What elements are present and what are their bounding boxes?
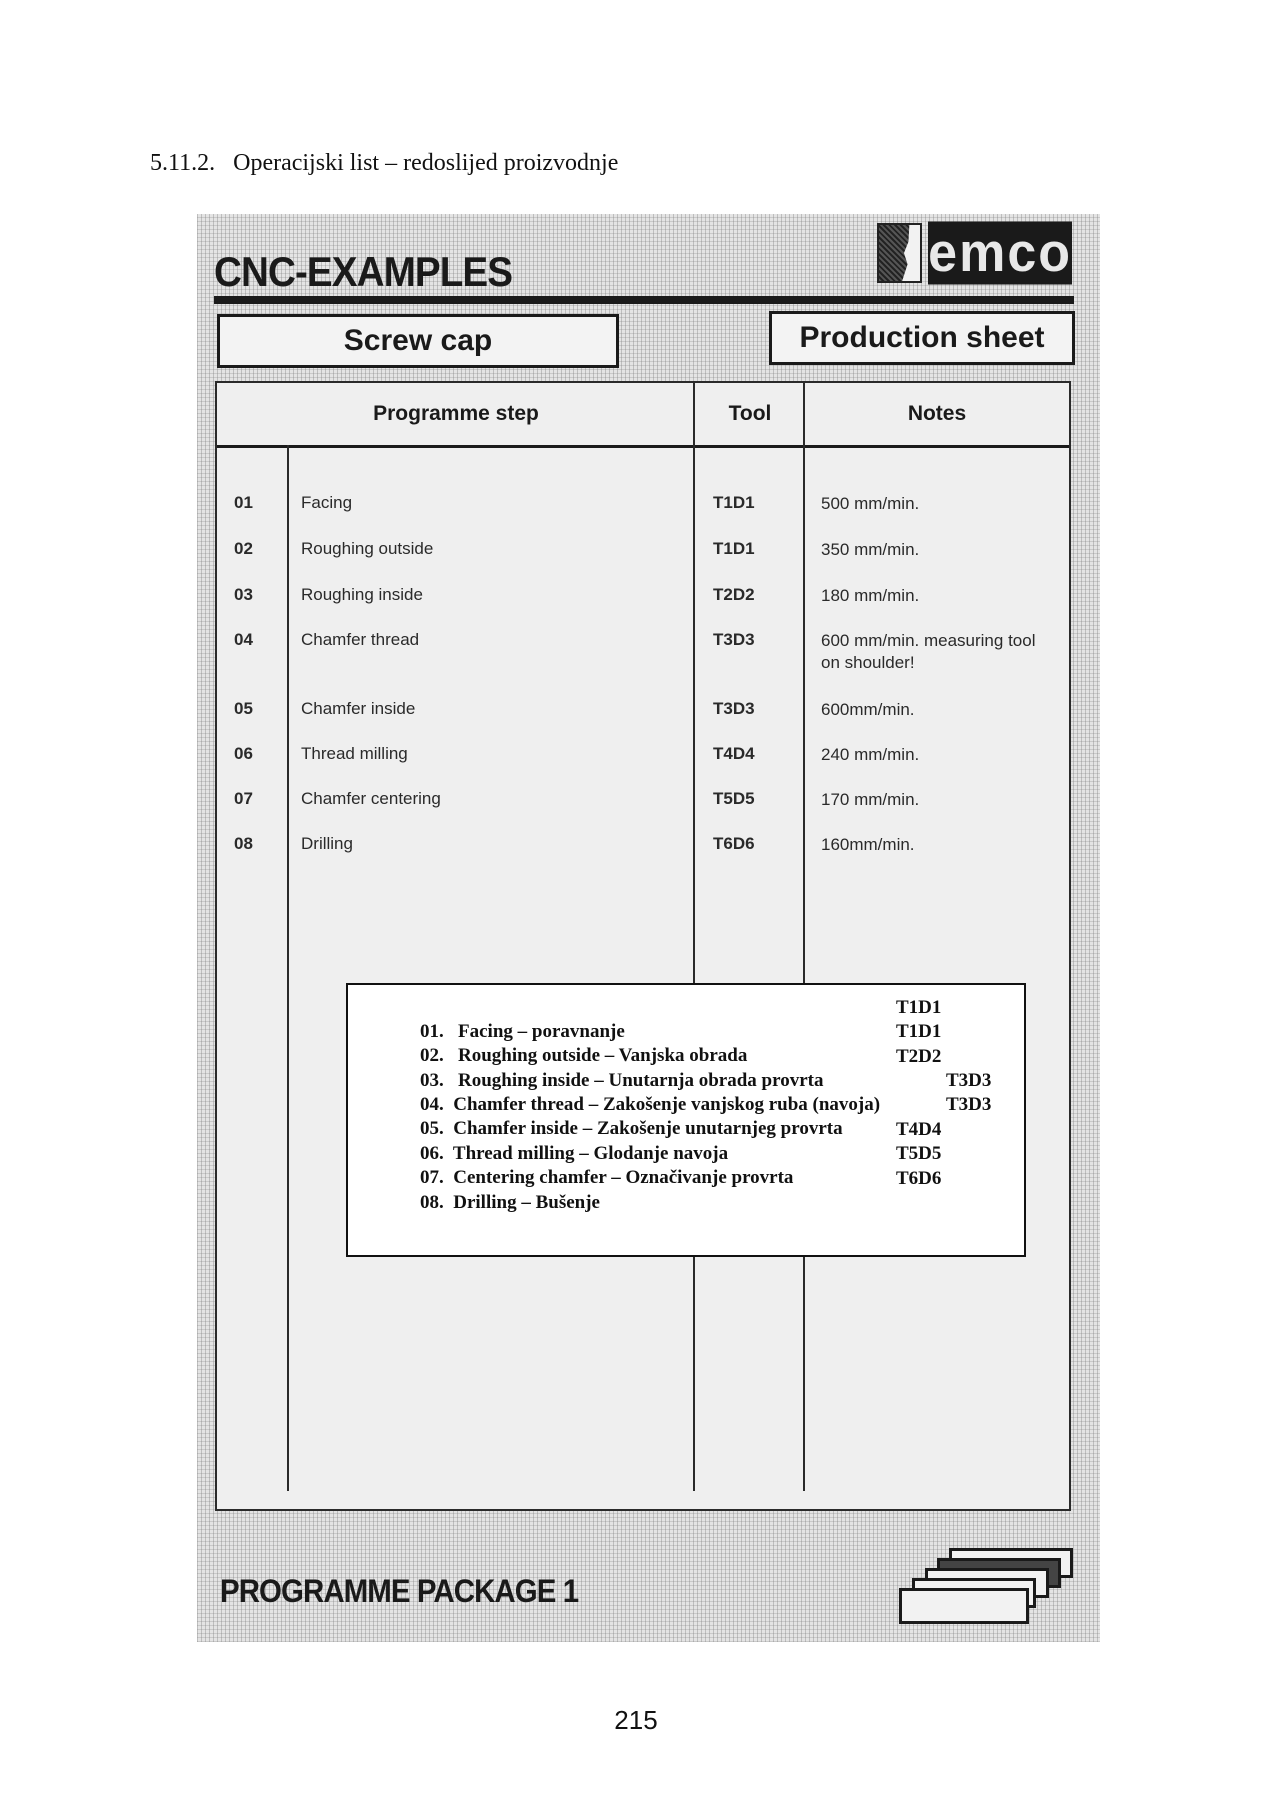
page-number: 215 bbox=[614, 1705, 658, 1735]
step-tool: T5D5 bbox=[713, 789, 755, 808]
translation-text: 03. Roughing inside – Unutarnja obrada provrta bbox=[420, 1070, 824, 1091]
logo-text: emco bbox=[928, 222, 1072, 284]
step-description: Thread milling bbox=[301, 744, 408, 763]
step-number: 07 bbox=[234, 789, 253, 808]
step-notes: 240 mm/min. bbox=[821, 745, 920, 764]
cnc-examples-title: CNC-EXAMPLES bbox=[214, 248, 513, 295]
translation-tool: T1D1 bbox=[896, 1021, 942, 1042]
step-notes: 160mm/min. bbox=[821, 835, 915, 854]
step-tool: T6D6 bbox=[713, 834, 755, 853]
step-number: 06 bbox=[234, 744, 253, 763]
programme-package-label: PROGRAMME PACKAGE 1 bbox=[220, 1573, 579, 1609]
translation-line bbox=[401, 996, 942, 1042]
scanned-production-sheet bbox=[197, 214, 1100, 1642]
step-description: Chamfer centering bbox=[301, 789, 441, 808]
translation-line bbox=[401, 1045, 942, 1091]
step-description: Roughing outside bbox=[301, 539, 434, 558]
step-tool: T2D2 bbox=[713, 585, 755, 604]
title-rule bbox=[214, 296, 1074, 304]
translation-text: 04. Chamfer thread – Zakošenje vanjskog ruba (navoja) bbox=[420, 1094, 881, 1115]
step-description: Roughing inside bbox=[301, 585, 423, 604]
step-notes: 180 mm/min. bbox=[821, 586, 920, 605]
step-number: 02 bbox=[234, 539, 253, 558]
step-tool: T3D3 bbox=[713, 630, 755, 649]
step-description: Chamfer thread bbox=[301, 630, 420, 649]
translation-box bbox=[346, 983, 1026, 1257]
translation-tool: T6D6 bbox=[896, 1168, 942, 1189]
translation-text: 05. Chamfer inside – Zakošenje unutarnjeg provrta bbox=[420, 1118, 843, 1139]
step-number: 04 bbox=[234, 630, 253, 649]
translation-line bbox=[401, 1069, 992, 1115]
translation-tool: T3D3 bbox=[946, 1094, 992, 1115]
translation-text: 02. Roughing outside – Vanjska obrada bbox=[420, 1045, 748, 1066]
step-description: Chamfer inside bbox=[301, 699, 416, 718]
step-description: Facing bbox=[301, 493, 353, 512]
section-heading: 5.11.2. Operacijski list – redoslijed proizvodnje bbox=[150, 150, 619, 176]
translation-text: 08. Drilling – Bušenje bbox=[420, 1192, 600, 1213]
translation-text: 06. Thread milling – Glodanje navoja bbox=[420, 1143, 729, 1164]
step-tool: T1D1 bbox=[713, 539, 755, 558]
column-divider bbox=[287, 445, 289, 1491]
column-divider bbox=[693, 383, 695, 1491]
column-header-step: Programme step bbox=[373, 402, 539, 425]
step-tool: T1D1 bbox=[713, 493, 755, 512]
step-number: 08 bbox=[234, 834, 253, 853]
step-tool: T3D3 bbox=[713, 699, 755, 718]
column-header-notes: Notes bbox=[907, 402, 967, 425]
translation-tool: T5D5 bbox=[896, 1143, 942, 1164]
stacked-cards-icon bbox=[899, 1548, 1079, 1628]
step-number: 05 bbox=[234, 699, 253, 718]
step-description: Drilling bbox=[301, 834, 353, 853]
table-header bbox=[217, 383, 1069, 448]
translation-text: 01. Facing – poravnanje bbox=[420, 1021, 625, 1042]
step-notes: 600 mm/min. measuring tool on shoulder! bbox=[821, 631, 1036, 672]
column-header-tool: Tool bbox=[728, 402, 772, 425]
part-name-box: Screw cap bbox=[217, 314, 619, 368]
translation-tool: T3D3 bbox=[946, 1070, 992, 1091]
production-table bbox=[215, 381, 1071, 1511]
step-number: 03 bbox=[234, 585, 253, 604]
step-notes: 600mm/min. bbox=[821, 700, 915, 719]
translation-tool: T2D2 bbox=[896, 1046, 942, 1067]
column-divider bbox=[803, 383, 805, 1491]
step-number: 01 bbox=[234, 493, 253, 512]
translation-tool: T1D1 bbox=[896, 997, 942, 1018]
step-notes: 500 mm/min. bbox=[821, 494, 920, 513]
step-notes: 350 mm/min. bbox=[821, 540, 920, 559]
emco-logo bbox=[877, 223, 1072, 283]
step-tool: T4D4 bbox=[713, 744, 755, 763]
step-notes: 170 mm/min. bbox=[821, 790, 920, 809]
sheet-type-box: Production sheet bbox=[769, 311, 1075, 365]
translation-text: 07. Centering chamfer – Označivanje provrta bbox=[420, 1167, 794, 1188]
translation-tool: T4D4 bbox=[896, 1119, 942, 1140]
emco-face-logo-icon bbox=[877, 223, 922, 283]
